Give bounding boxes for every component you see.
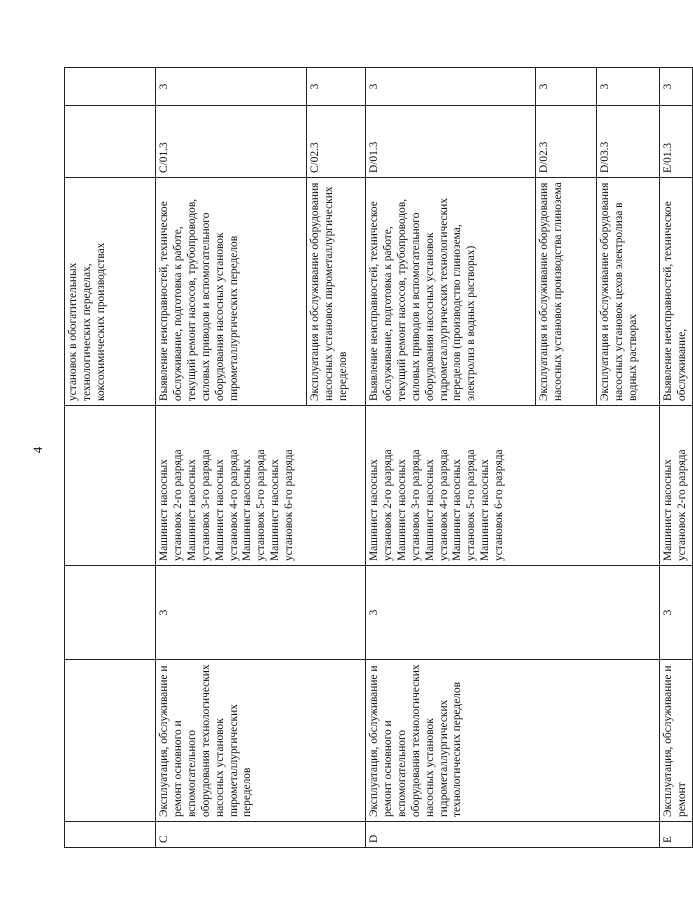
function-code-cell: D/01.3 (366, 106, 536, 178)
function-level-cell: 3 (536, 68, 597, 106)
gf-name-cell: Эксплуатация, обслуживание и ремонт (660, 660, 693, 822)
positions-cell (65, 406, 156, 566)
function-level-cell: 3 (660, 68, 693, 106)
function-level-cell: 3 (366, 68, 536, 106)
table-row (65, 68, 156, 848)
function-level-cell: 3 (307, 68, 366, 106)
gf-code-cell: C (156, 822, 366, 848)
function-code-cell: C/01.3 (156, 106, 307, 178)
gf-name-cell: Эксплуатация, обслуживание и ремонт основного и вспомогательного оборудования технологических насосных установок гидрометаллургических технологических переделов (366, 660, 660, 822)
gf-code-cell (65, 822, 156, 848)
table-row (156, 68, 307, 848)
function-code-cell: E/01.3 (660, 106, 693, 178)
gf-code-cell: E (660, 822, 693, 848)
functions-table (64, 67, 693, 848)
function-level-cell (65, 68, 156, 106)
positions-cell: Машинист насосных установок 2-го разряда Машинист насосных установок 3-го разряда Машинист насосных установок 4-го разряда Машинист насосных установок 5-го разряда Машинист насосных установок 6-го разряда (366, 406, 660, 566)
function-name-cell: Эксплуатация и обслуживание оборудования насосных установок пирометаллургических переделов (307, 178, 366, 406)
function-level-cell: 3 (156, 68, 307, 106)
function-name-cell: Выявление неисправностей, техническое обслуживание, (660, 178, 693, 406)
gf-level-cell: 3 (660, 566, 693, 660)
function-name-cell: установок в обогатительных технологических переделах, коксохимических производствах (65, 178, 156, 406)
table-row (660, 68, 693, 848)
page-number: 4 (30, 446, 45, 454)
function-code-cell (65, 106, 156, 178)
gf-level-cell (65, 566, 156, 660)
gf-code-cell: D (366, 822, 660, 848)
function-code-cell: D/03.3 (597, 106, 660, 178)
function-name-cell: Выявление неисправностей, техническое обслуживание, подготовка к работе, текущий ремонт насосов, трубопроводов, силовых приводов и вспомогательного оборудования насосных установок гидрометаллургических технологических переделов (производство глинозема, электролиз в водных растворах) (366, 178, 536, 406)
function-level-cell: 3 (597, 68, 660, 106)
gf-name-cell: Эксплуатация, обслуживание и ремонт основного и вспомогательного оборудования технологических насосных установок пирометаллургических переделов (156, 660, 366, 822)
gf-level-cell: 3 (366, 566, 660, 660)
rotated-table-container (64, 68, 688, 848)
function-code-cell: C/02.3 (307, 106, 366, 178)
function-code-cell: D/02.3 (536, 106, 597, 178)
gf-name-cell (65, 660, 156, 822)
function-name-cell: Эксплуатация и обслуживание оборудования насосных установок цехов электролиза в водных растворах (597, 178, 660, 406)
function-name-cell: Эксплуатация и обслуживание оборудования насосных установок производства глинозема (536, 178, 597, 406)
gf-level-cell: 3 (156, 566, 366, 660)
positions-cell: Машинист насосных установок 2-го разряда (660, 406, 693, 566)
positions-cell: Машинист насосных установок 2-го разряда Машинист насосных установок 3-го разряда Машинист насосных установок 4-го разряда Машинист насосных установок 5-го разряда Машинист насосных установок 6-го разряда (156, 406, 366, 566)
function-name-cell: Выявление неисправностей, техническое обслуживание, подготовка к работе, текущий ремонт насосов, трубопроводов, силовых приводов и вспомогательного оборудования насосных установок пирометаллургических переделов (156, 178, 307, 406)
table-row (366, 68, 536, 848)
